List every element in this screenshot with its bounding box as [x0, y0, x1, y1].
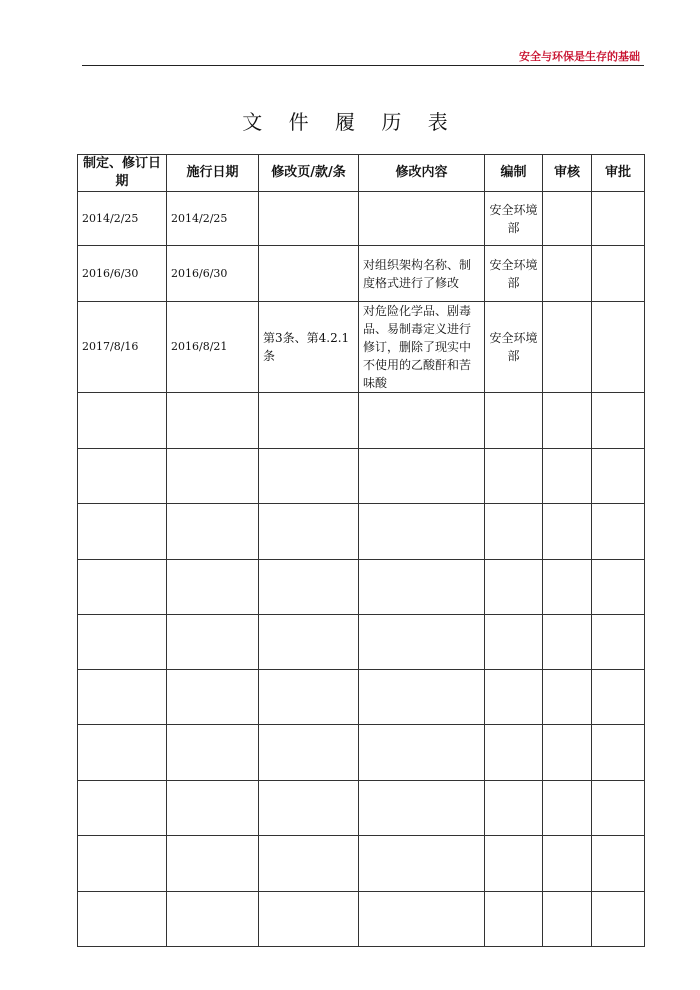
reviewed-by-cell	[543, 393, 592, 449]
table-row	[78, 836, 645, 892]
clause-cell	[259, 192, 359, 246]
prepared-by-cell	[485, 725, 543, 781]
revision-date-cell	[78, 615, 167, 670]
reviewed-by-cell	[543, 449, 592, 504]
clause-cell	[259, 615, 359, 670]
clause-cell	[259, 836, 359, 892]
clause-cell: 第3条、第4.2.1条	[259, 302, 359, 393]
approved-by-cell	[592, 302, 645, 393]
prepared-by-cell: 安全环境部	[485, 192, 543, 246]
prepared-by-cell	[485, 670, 543, 725]
revision-date-cell	[78, 449, 167, 504]
table-row	[78, 302, 645, 393]
revision-date-cell	[78, 670, 167, 725]
reviewed-by-cell	[543, 725, 592, 781]
approved-by-cell	[592, 504, 645, 560]
content-cell	[359, 892, 485, 947]
reviewed-by-cell	[543, 504, 592, 560]
document-title: 文 件 履 历 表	[242, 110, 458, 134]
approved-by-cell	[592, 449, 645, 504]
approved-by-cell	[592, 560, 645, 615]
reviewed-by-cell	[543, 302, 592, 393]
effective-date-cell	[167, 393, 259, 449]
table-row	[78, 246, 645, 302]
reviewed-by-cell	[543, 192, 592, 246]
reviewed-by-cell	[543, 836, 592, 892]
prepared-by-cell	[485, 615, 543, 670]
column-header-approved-by: 审批	[592, 155, 645, 192]
approved-by-cell	[592, 892, 645, 947]
table-row	[78, 393, 645, 449]
content-cell	[359, 781, 485, 836]
revision-history-table	[77, 154, 645, 947]
prepared-by-cell	[485, 560, 543, 615]
reviewed-by-cell	[543, 560, 592, 615]
revision-date-cell	[78, 781, 167, 836]
effective-date-cell	[167, 670, 259, 725]
column-header-prepared-by: 编制	[485, 155, 543, 192]
content-cell	[359, 393, 485, 449]
header-motto: 安全与环保是生存的基础	[519, 50, 640, 63]
content-cell	[359, 560, 485, 615]
effective-date-cell: 2016/6/30	[167, 246, 259, 302]
clause-cell	[259, 725, 359, 781]
prepared-by-cell: 安全环境部	[485, 246, 543, 302]
prepared-by-cell	[485, 504, 543, 560]
clause-cell	[259, 892, 359, 947]
content-cell: 对组织架构名称、制度格式进行了修改	[359, 246, 485, 302]
table-row	[78, 192, 645, 246]
revision-date-cell	[78, 560, 167, 615]
revision-date-cell	[78, 504, 167, 560]
prepared-by-cell	[485, 393, 543, 449]
approved-by-cell	[592, 725, 645, 781]
approved-by-cell	[592, 192, 645, 246]
revision-date-cell: 2016/6/30	[78, 246, 167, 302]
column-header-reviewed-by: 审核	[543, 155, 592, 192]
content-cell	[359, 670, 485, 725]
approved-by-cell	[592, 836, 645, 892]
content-cell: 对危险化学品、剧毒品、易制毒定义进行修订，删除了现实中不使用的乙酸酐和苦味酸	[359, 302, 485, 393]
clause-cell	[259, 449, 359, 504]
effective-date-cell	[167, 725, 259, 781]
effective-date-cell	[167, 892, 259, 947]
approved-by-cell	[592, 615, 645, 670]
column-header-revision-date: 制定、修订日期	[78, 155, 167, 192]
content-cell	[359, 836, 485, 892]
prepared-by-cell	[485, 892, 543, 947]
table-row	[78, 560, 645, 615]
approved-by-cell	[592, 670, 645, 725]
revision-date-cell: 2014/2/25	[78, 192, 167, 246]
approved-by-cell	[592, 781, 645, 836]
content-cell	[359, 449, 485, 504]
effective-date-cell	[167, 781, 259, 836]
prepared-by-cell	[485, 836, 543, 892]
content-cell	[359, 615, 485, 670]
prepared-by-cell	[485, 781, 543, 836]
effective-date-cell: 2014/2/25	[167, 192, 259, 246]
clause-cell	[259, 246, 359, 302]
clause-cell	[259, 504, 359, 560]
reviewed-by-cell	[543, 892, 592, 947]
reviewed-by-cell	[543, 781, 592, 836]
revision-date-cell	[78, 393, 167, 449]
content-cell	[359, 192, 485, 246]
clause-cell	[259, 670, 359, 725]
revision-date-cell	[78, 725, 167, 781]
clause-cell	[259, 393, 359, 449]
revision-date-cell	[78, 892, 167, 947]
reviewed-by-cell	[543, 615, 592, 670]
table-row	[78, 504, 645, 560]
reviewed-by-cell	[543, 670, 592, 725]
table-body	[78, 192, 645, 947]
effective-date-cell	[167, 560, 259, 615]
effective-date-cell: 2016/8/21	[167, 302, 259, 393]
prepared-by-cell: 安全环境部	[485, 302, 543, 393]
effective-date-cell	[167, 504, 259, 560]
content-cell	[359, 504, 485, 560]
header-divider	[82, 65, 644, 66]
column-header-effective-date: 施行日期	[167, 155, 259, 192]
approved-by-cell	[592, 393, 645, 449]
table-row	[78, 781, 645, 836]
clause-cell	[259, 781, 359, 836]
effective-date-cell	[167, 449, 259, 504]
table-header-row	[78, 155, 645, 192]
table-row	[78, 725, 645, 781]
revision-date-cell	[78, 836, 167, 892]
content-cell	[359, 725, 485, 781]
table-row	[78, 892, 645, 947]
table-row	[78, 449, 645, 504]
column-header-content: 修改内容	[359, 155, 485, 192]
table-row	[78, 615, 645, 670]
revision-date-cell: 2017/8/16	[78, 302, 167, 393]
effective-date-cell	[167, 836, 259, 892]
clause-cell	[259, 560, 359, 615]
prepared-by-cell	[485, 449, 543, 504]
column-header-clause: 修改页/款/条	[259, 155, 359, 192]
reviewed-by-cell	[543, 246, 592, 302]
approved-by-cell	[592, 246, 645, 302]
table-row	[78, 670, 645, 725]
effective-date-cell	[167, 615, 259, 670]
